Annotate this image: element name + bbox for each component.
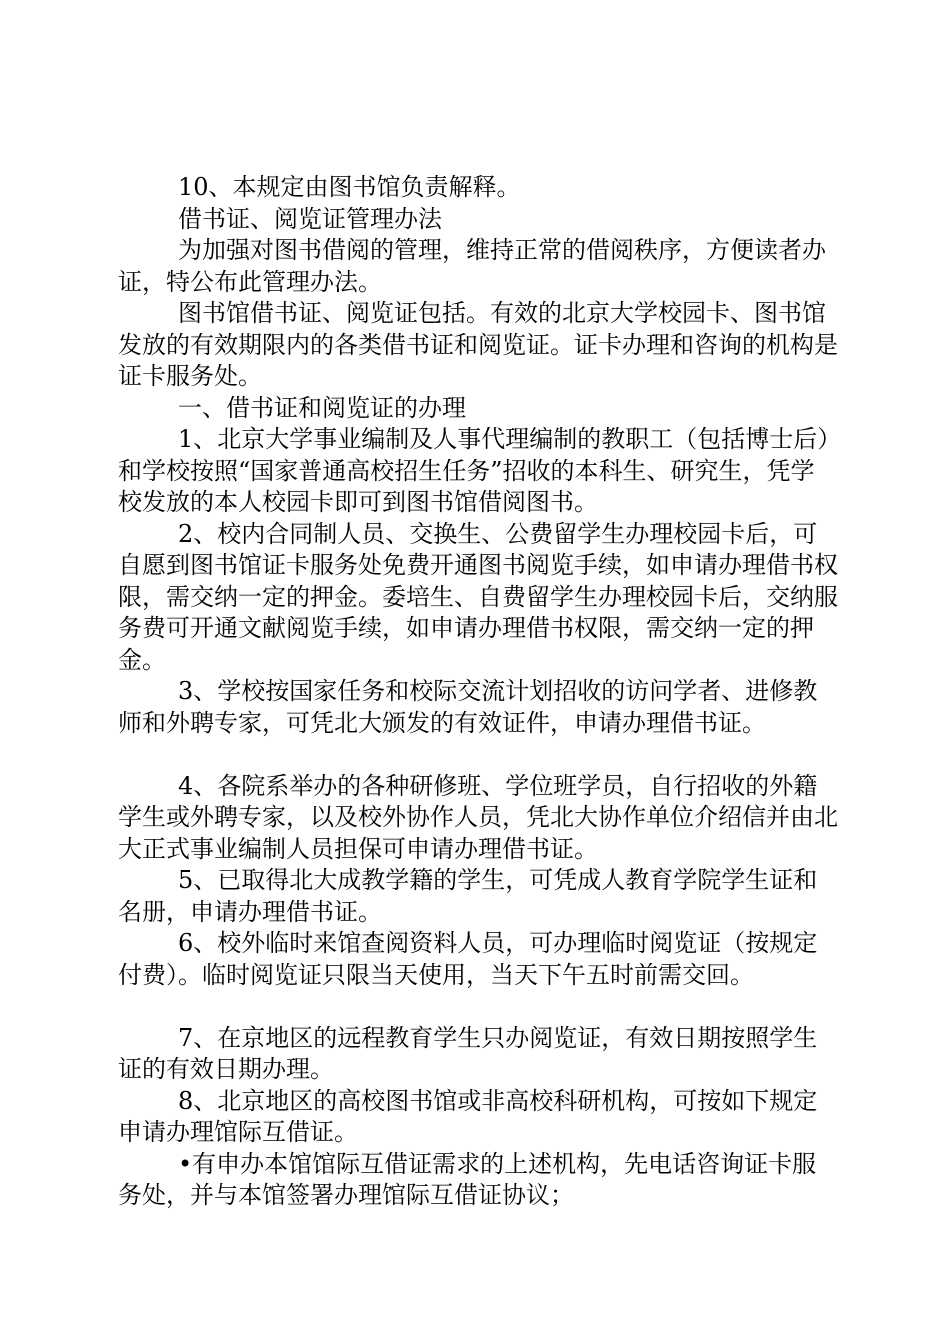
section-title-card-management: 借书证、阅览证管理办法 — [178, 204, 442, 233]
paragraph-item-3: 3、学校按国家任务和校际交流计划招收的访问学者、进修教师和外聘专家，可凭北大颁发的有效证件，申请办理借书证。 — [118, 677, 818, 737]
paragraph-item-8: 8、北京地区的高校图书馆或非高校科研机构，可按如下规定申请办理馆际互借证。 — [118, 1086, 818, 1146]
paragraph-item-5: 5、已取得北大成教学籍的学生，可凭成人教育学院学生证和名册，申请办理借书证。 — [118, 866, 818, 926]
paragraph-item-1: 1、北京大学事业编制及人事代理编制的教职工（包括博士后）和学校按照“国家普通高校招生任务”招收的本科生、研究生，凭学校发放的本人校园卡即可到图书馆借阅图书。 — [118, 425, 830, 516]
paragraph-purpose: 为加强对图书借阅的管理，维持正常的借阅秩序，方便读者办证，特公布此管理办法。 — [118, 236, 826, 296]
paragraph-card-types: 图书馆借书证、阅览证包括。有效的北京大学校园卡、图书馆发放的有效期限内的各类借书证和阅览证。证卡办理和咨询的机构是证卡服务处。 — [118, 299, 838, 390]
document-body — [118, 172, 838, 1212]
paragraph-item-7: 7、在京地区的远程教育学生只办阅览证，有效日期按照学生证的有效日期办理。 — [118, 1023, 818, 1083]
paragraph-bullet-interlibrary: •有申办本馆馆际互借证需求的上述机构，先电话咨询证卡服务处，并与本馆签署办理馆际互借证协议； — [118, 1149, 817, 1209]
paragraph-item-4: 4、各院系举办的各种研修班、学位班学员，自行招收的外籍学生或外聘专家，以及校外协作人员，凭北大协作单位介绍信并由北大正式事业编制人员担保可申请办理借书证。 — [118, 771, 838, 863]
paragraph-item-6: 6、校外临时来馆查阅资料人员，可办理临时阅览证（按规定付费）。临时阅览证只限当天使用，当天下午五时前需交回。 — [118, 929, 818, 989]
paragraph-item-2: 2、校内合同制人员、交换生、公费留学生办理校园卡后，可自愿到图书馆证卡服务处免费开通图书阅览手续，如申请办理借书权限，需交纳一定的押金。委培生、自费留学生办理校园卡后，交纳服务费可开通文献阅览手续，如申请办理借书权限，需交纳一定的押金。 — [118, 519, 838, 674]
heading-card-application: 一、借书证和阅览证的办理 — [178, 393, 466, 422]
paragraph-interpretation-clause: 10、本规定由图书馆负责解释。 — [178, 173, 521, 201]
